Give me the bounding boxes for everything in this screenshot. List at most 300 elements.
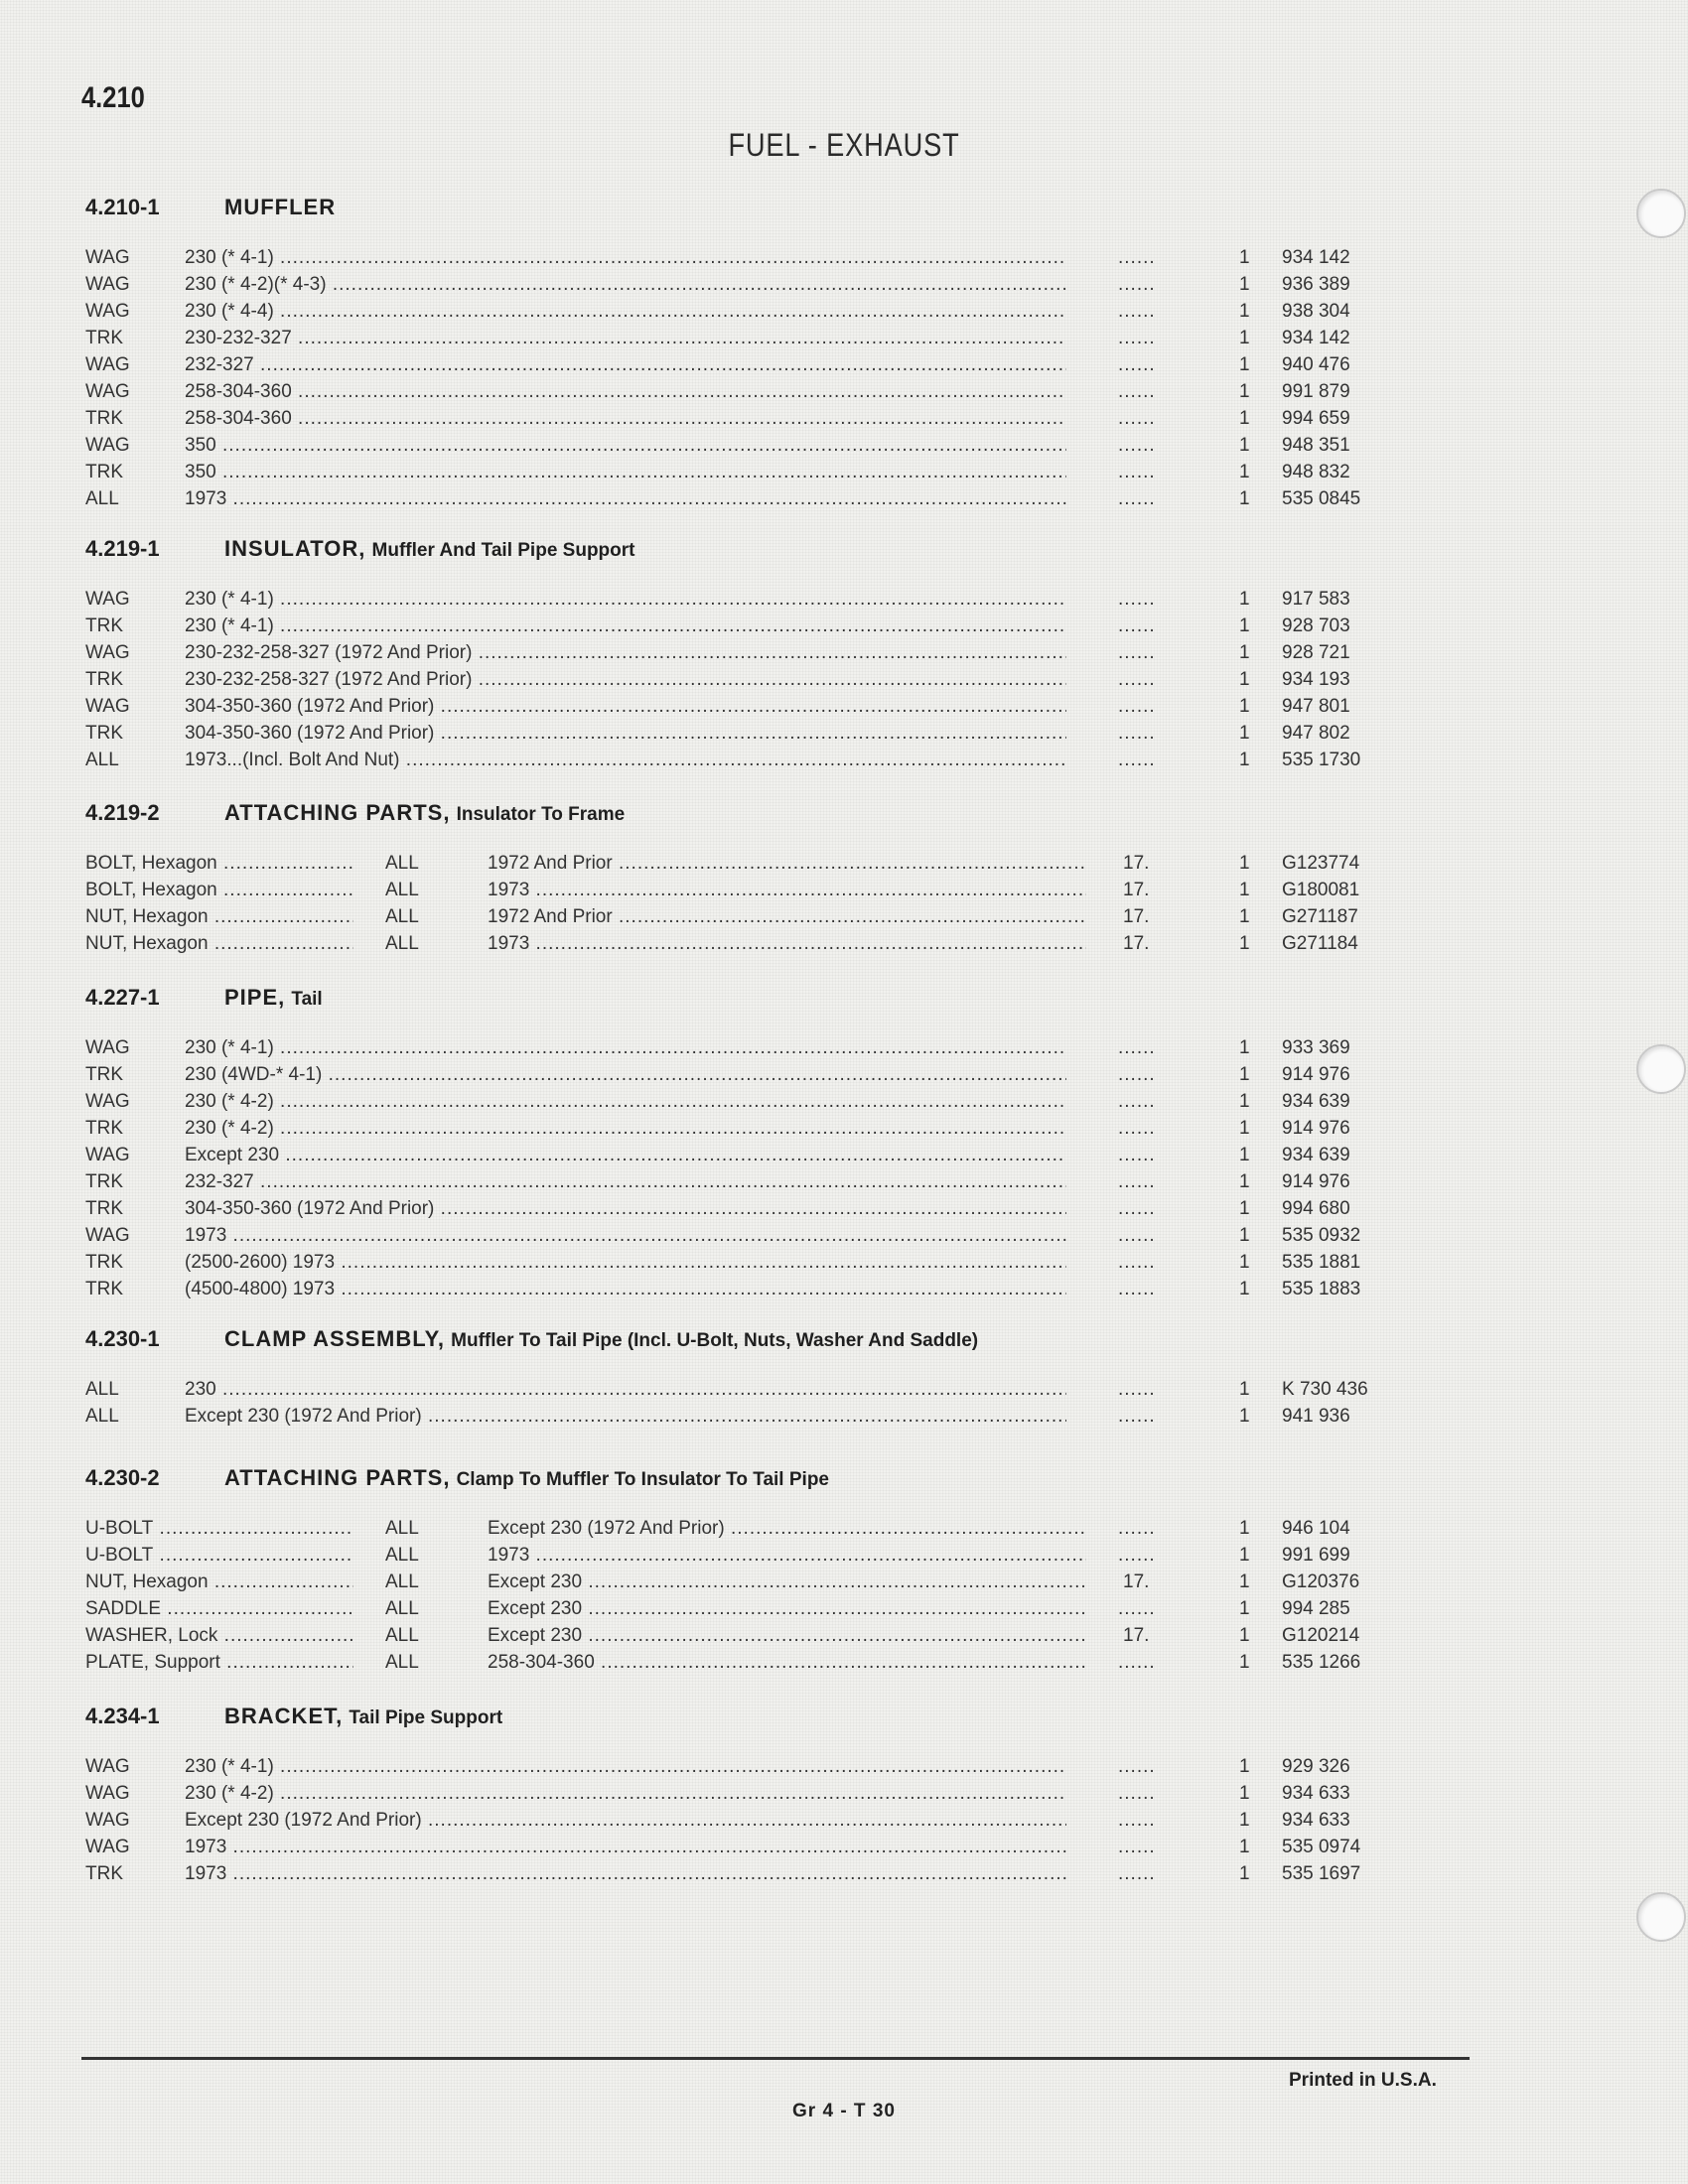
section-name: ATTACHING PARTS,	[224, 800, 451, 825]
application-desc: 230 (* 4-1) .....	[185, 1034, 1066, 1061]
application-desc: (4500-4800) 1973 .....	[185, 1276, 1066, 1302]
page-number: 4.210	[81, 81, 145, 114]
model-code: WAG	[85, 1837, 130, 1857]
application-desc: 230 (* 4-1) .....	[185, 586, 1066, 613]
quantity: 1	[1239, 1571, 1250, 1592]
reference-group: 17.	[1123, 853, 1150, 874]
model-code: WAG	[85, 354, 130, 375]
part-number: 948 832	[1282, 462, 1350, 482]
part-name: U-BOLT .....	[85, 1542, 353, 1569]
dot-filler: ......	[1118, 1198, 1156, 1219]
quantity: 1	[1239, 408, 1250, 429]
part-name: U-BOLT .....	[85, 1515, 353, 1542]
part-number: 994 680	[1282, 1198, 1350, 1219]
part-number: G271184	[1282, 933, 1358, 954]
part-number: 535 0845	[1282, 488, 1361, 509]
application-desc: 1973...(Incl. Bolt And Nut) .....	[185, 747, 1066, 773]
table-row	[85, 930, 1450, 957]
model-code: TRK	[85, 1064, 123, 1085]
table-row	[85, 1753, 1450, 1780]
part-number: 934 142	[1282, 247, 1350, 268]
quantity: 1	[1239, 723, 1250, 744]
section-number: 4.227-1	[85, 985, 160, 1010]
table-row	[85, 298, 1450, 325]
application-desc: 1973 .....	[488, 930, 1086, 957]
table-row	[85, 1034, 1450, 1061]
application-desc: 232-327 .....	[185, 1168, 1066, 1195]
quantity: 1	[1239, 1379, 1250, 1400]
part-name: NUT, Hexagon .....	[85, 903, 353, 930]
model-code: WAG	[85, 1037, 130, 1058]
part-number: 535 1883	[1282, 1279, 1361, 1299]
dot-filler: ......	[1118, 1037, 1156, 1058]
model-code: WAG	[85, 1810, 130, 1831]
application-desc: 230-232-258-327 (1972 And Prior) .....	[185, 666, 1066, 693]
reference-group: 17.	[1123, 933, 1150, 954]
section-description: Tail Pipe Support	[349, 1707, 503, 1728]
application-desc: 1972 And Prior .....	[488, 850, 1086, 877]
dot-filler: ......	[1118, 301, 1156, 322]
table-row	[85, 351, 1450, 378]
quantity: 1	[1239, 750, 1250, 770]
dot-filler: ......	[1118, 381, 1156, 402]
table-row	[85, 1403, 1450, 1430]
quantity: 1	[1239, 1756, 1250, 1777]
quantity: 1	[1239, 354, 1250, 375]
dot-filler: ......	[1118, 1518, 1156, 1539]
part-number: 933 369	[1282, 1037, 1350, 1058]
table-row	[85, 1142, 1450, 1168]
part-name: BOLT, Hexagon .....	[85, 850, 353, 877]
table-row	[85, 405, 1450, 432]
part-name: NUT, Hexagon .....	[85, 1569, 353, 1595]
section-s3	[85, 800, 1450, 957]
part-number: 994 659	[1282, 408, 1350, 429]
application-desc: 230 (* 4-1) .....	[185, 244, 1066, 271]
model-code: ALL	[385, 933, 419, 954]
quantity: 1	[1239, 1598, 1250, 1619]
dot-filler: ......	[1118, 1756, 1156, 1777]
application-desc: 230-232-258-327 (1972 And Prior) .....	[185, 639, 1066, 666]
part-number: 914 976	[1282, 1064, 1350, 1085]
quantity: 1	[1239, 1863, 1250, 1884]
table-row	[85, 747, 1450, 773]
quantity: 1	[1239, 1145, 1250, 1165]
section-name: INSULATOR,	[224, 536, 366, 561]
section-name: CLAMP ASSEMBLY,	[224, 1326, 446, 1351]
reference-group: 17.	[1123, 1625, 1150, 1646]
dot-filler: ......	[1118, 1171, 1156, 1192]
table-row	[85, 1569, 1450, 1595]
application-desc: 230 (* 4-1) .....	[185, 613, 1066, 639]
model-code: TRK	[85, 1171, 123, 1192]
model-code: ALL	[385, 880, 419, 900]
section-description: Muffler To Tail Pipe (Incl. U-Bolt, Nuts, Washer And Saddle)	[451, 1330, 979, 1351]
dot-filler: ......	[1118, 354, 1156, 375]
application-desc: 230 .....	[185, 1376, 1066, 1403]
application-desc: 304-350-360 (1972 And Prior) .....	[185, 1195, 1066, 1222]
table-row	[85, 720, 1450, 747]
part-name: PLATE, Support .....	[85, 1649, 353, 1676]
quantity: 1	[1239, 669, 1250, 690]
quantity: 1	[1239, 274, 1250, 295]
section-number: 4.219-2	[85, 800, 160, 825]
part-number: 941 936	[1282, 1406, 1350, 1427]
dot-filler: ......	[1118, 669, 1156, 690]
quantity: 1	[1239, 1783, 1250, 1804]
dot-filler: ......	[1118, 1545, 1156, 1566]
part-number: 535 0932	[1282, 1225, 1361, 1246]
section-heading	[85, 1465, 1450, 1491]
part-number: 535 0974	[1282, 1837, 1361, 1857]
quantity: 1	[1239, 642, 1250, 663]
part-number: 535 1266	[1282, 1652, 1361, 1673]
model-code: TRK	[85, 1118, 123, 1139]
table-row	[85, 1834, 1450, 1860]
application-desc: 258-304-360 .....	[185, 378, 1066, 405]
application-desc: (2500-2600) 1973 .....	[185, 1249, 1066, 1276]
table-row	[85, 613, 1450, 639]
table-row	[85, 1376, 1450, 1403]
part-number: G123774	[1282, 853, 1360, 874]
section-description: Insulator To Frame	[456, 804, 626, 825]
application-desc: Except 230 .....	[185, 1142, 1066, 1168]
quantity: 1	[1239, 1118, 1250, 1139]
quantity: 1	[1239, 880, 1250, 900]
table-row	[85, 271, 1450, 298]
section-s2	[85, 536, 1450, 773]
table-row	[85, 1649, 1450, 1676]
dot-filler: ......	[1118, 462, 1156, 482]
dot-filler: ......	[1118, 1279, 1156, 1299]
application-desc: 230 (* 4-2)(* 4-3) .....	[185, 271, 1066, 298]
part-number: 946 104	[1282, 1518, 1350, 1539]
model-code: WAG	[85, 1091, 130, 1112]
table-row	[85, 1515, 1450, 1542]
model-code: ALL	[385, 853, 419, 874]
punch-hole	[1636, 1044, 1686, 1094]
section-s5	[85, 1326, 1450, 1430]
part-number: G120214	[1282, 1625, 1360, 1646]
quantity: 1	[1239, 1037, 1250, 1058]
section-number: 4.210-1	[85, 195, 160, 219]
model-code: WAG	[85, 1756, 130, 1777]
table-row	[85, 459, 1450, 485]
table-row	[85, 1860, 1450, 1887]
model-code: TRK	[85, 1252, 123, 1273]
part-number: 947 802	[1282, 723, 1350, 744]
section-number: 4.219-1	[85, 536, 160, 561]
part-number: 938 304	[1282, 301, 1350, 322]
quantity: 1	[1239, 435, 1250, 456]
reference-group: 17.	[1123, 906, 1150, 927]
application-desc: Except 230 (1972 And Prior) .....	[488, 1515, 1086, 1542]
application-desc: 1973 .....	[185, 485, 1066, 512]
table-row	[85, 1542, 1450, 1569]
application-desc: 230 (* 4-2) .....	[185, 1088, 1066, 1115]
part-number: 934 633	[1282, 1783, 1350, 1804]
quantity: 1	[1239, 853, 1250, 874]
section-number: 4.230-1	[85, 1326, 160, 1351]
part-number: 928 703	[1282, 615, 1350, 636]
quantity: 1	[1239, 906, 1250, 927]
table-row	[85, 586, 1450, 613]
model-code: WAG	[85, 1145, 130, 1165]
model-code: WAG	[85, 301, 130, 322]
quantity: 1	[1239, 1064, 1250, 1085]
model-code: WAG	[85, 1783, 130, 1804]
part-number: 934 639	[1282, 1091, 1350, 1112]
dot-filler: ......	[1118, 1225, 1156, 1246]
dot-filler: ......	[1118, 328, 1156, 348]
dot-filler: ......	[1118, 1783, 1156, 1804]
dot-filler: ......	[1118, 247, 1156, 268]
application-desc: 230 (* 4-2) .....	[185, 1780, 1066, 1807]
application-desc: 1973 .....	[185, 1222, 1066, 1249]
model-code: TRK	[85, 1198, 123, 1219]
part-number: K 730 436	[1282, 1379, 1368, 1400]
quantity: 1	[1239, 589, 1250, 610]
part-number: 914 976	[1282, 1118, 1350, 1139]
table-row	[85, 325, 1450, 351]
part-number: G180081	[1282, 880, 1360, 900]
dot-filler: ......	[1118, 274, 1156, 295]
quantity: 1	[1239, 1545, 1250, 1566]
quantity: 1	[1239, 1810, 1250, 1831]
quantity: 1	[1239, 381, 1250, 402]
quantity: 1	[1239, 1091, 1250, 1112]
quantity: 1	[1239, 933, 1250, 954]
part-name: BOLT, Hexagon .....	[85, 877, 353, 903]
part-name: SADDLE .....	[85, 1595, 353, 1622]
model-code: TRK	[85, 615, 123, 636]
dot-filler: ......	[1118, 615, 1156, 636]
section-heading	[85, 536, 1450, 562]
dot-filler: ......	[1118, 408, 1156, 429]
model-code: ALL	[385, 1545, 419, 1566]
dot-filler: ......	[1118, 723, 1156, 744]
table-row	[85, 693, 1450, 720]
table-row	[85, 639, 1450, 666]
application-desc: 258-304-360 .....	[488, 1649, 1086, 1676]
part-name: WASHER, Lock .....	[85, 1622, 353, 1649]
part-number: 934 142	[1282, 328, 1350, 348]
dot-filler: ......	[1118, 1064, 1156, 1085]
application-desc: Except 230 .....	[488, 1595, 1086, 1622]
quantity: 1	[1239, 328, 1250, 348]
table-row	[85, 1115, 1450, 1142]
dot-filler: ......	[1118, 642, 1156, 663]
application-desc: 1972 And Prior .....	[488, 903, 1086, 930]
quantity: 1	[1239, 462, 1250, 482]
application-desc: 230-232-327 .....	[185, 325, 1066, 351]
application-desc: 1973 .....	[185, 1860, 1066, 1887]
table-row	[85, 1195, 1450, 1222]
table-row	[85, 1168, 1450, 1195]
model-code: WAG	[85, 247, 130, 268]
model-code: TRK	[85, 1279, 123, 1299]
application-desc: 232-327 .....	[185, 351, 1066, 378]
punch-hole	[1636, 189, 1686, 238]
quantity: 1	[1239, 1279, 1250, 1299]
model-code: TRK	[85, 328, 123, 348]
model-code: TRK	[85, 1863, 123, 1884]
table-row	[85, 1780, 1450, 1807]
model-code: ALL	[385, 1598, 419, 1619]
reference-group: 17.	[1123, 880, 1150, 900]
model-code: TRK	[85, 669, 123, 690]
section-s7	[85, 1704, 1450, 1887]
quantity: 1	[1239, 1625, 1250, 1646]
application-desc: Except 230 .....	[488, 1622, 1086, 1649]
application-desc: 350 .....	[185, 459, 1066, 485]
model-code: ALL	[385, 906, 419, 927]
dot-filler: ......	[1118, 1863, 1156, 1884]
model-code: WAG	[85, 381, 130, 402]
part-number: 991 699	[1282, 1545, 1350, 1566]
part-number: 991 879	[1282, 381, 1350, 402]
section-heading	[85, 985, 1450, 1011]
dot-filler: ......	[1118, 696, 1156, 717]
model-code: WAG	[85, 696, 130, 717]
model-code: WAG	[85, 589, 130, 610]
application-desc: 230 (* 4-2) .....	[185, 1115, 1066, 1142]
quantity: 1	[1239, 301, 1250, 322]
model-code: ALL	[85, 1406, 119, 1427]
section-name: BRACKET,	[224, 1704, 344, 1728]
section-number: 4.230-2	[85, 1465, 160, 1490]
table-row	[85, 903, 1450, 930]
dot-filler: ......	[1118, 750, 1156, 770]
quantity: 1	[1239, 1837, 1250, 1857]
model-code: ALL	[85, 750, 119, 770]
quantity: 1	[1239, 1225, 1250, 1246]
part-name: NUT, Hexagon .....	[85, 930, 353, 957]
section-s6	[85, 1465, 1450, 1676]
table-row	[85, 485, 1450, 512]
application-desc: 304-350-360 (1972 And Prior) .....	[185, 720, 1066, 747]
model-code: TRK	[85, 723, 123, 744]
section-name: ATTACHING PARTS,	[224, 1465, 451, 1490]
dot-filler: ......	[1118, 1379, 1156, 1400]
part-number: 914 976	[1282, 1171, 1350, 1192]
application-desc: 230 (4WD-* 4-1) .....	[185, 1061, 1066, 1088]
part-number: 535 1697	[1282, 1863, 1361, 1884]
section-heading	[85, 800, 1450, 826]
dot-filler: ......	[1118, 1652, 1156, 1673]
part-number: 934 633	[1282, 1810, 1350, 1831]
model-code: ALL	[385, 1625, 419, 1646]
application-desc: 350 .....	[185, 432, 1066, 459]
printed-in-usa: Printed in U.S.A.	[1289, 2070, 1437, 2091]
dot-filler: ......	[1118, 1091, 1156, 1112]
part-number: 535 1730	[1282, 750, 1361, 770]
application-desc: 1973 .....	[185, 1834, 1066, 1860]
footer-rule	[81, 2057, 1470, 2060]
quantity: 1	[1239, 247, 1250, 268]
model-code: TRK	[85, 408, 123, 429]
part-number: 940 476	[1282, 354, 1350, 375]
application-desc: 1973 .....	[488, 877, 1086, 903]
section-name: MUFFLER	[224, 195, 337, 219]
part-number: 917 583	[1282, 589, 1350, 610]
application-desc: 1973 .....	[488, 1542, 1086, 1569]
dot-filler: ......	[1118, 1145, 1156, 1165]
model-code: ALL	[385, 1652, 419, 1673]
quantity: 1	[1239, 1518, 1250, 1539]
model-code: WAG	[85, 274, 130, 295]
table-row	[85, 850, 1450, 877]
table-row	[85, 244, 1450, 271]
table-row	[85, 432, 1450, 459]
table-row	[85, 877, 1450, 903]
section-s1	[85, 195, 1450, 512]
dot-filler: ......	[1118, 1118, 1156, 1139]
application-desc: Except 230 (1972 And Prior) .....	[185, 1807, 1066, 1834]
model-code: WAG	[85, 435, 130, 456]
reference-group: 17.	[1123, 1571, 1150, 1592]
table-row	[85, 1222, 1450, 1249]
quantity: 1	[1239, 1652, 1250, 1673]
table-row	[85, 1276, 1450, 1302]
part-number: 936 389	[1282, 274, 1350, 295]
table-row	[85, 1088, 1450, 1115]
section-heading	[85, 1326, 1450, 1352]
part-number: G120376	[1282, 1571, 1360, 1592]
quantity: 1	[1239, 696, 1250, 717]
section-s4	[85, 985, 1450, 1302]
section-heading	[85, 195, 1450, 220]
section-description: Clamp To Muffler To Insulator To Tail Pipe	[456, 1469, 829, 1490]
quantity: 1	[1239, 1171, 1250, 1192]
part-number: 948 351	[1282, 435, 1350, 456]
dot-filler: ......	[1118, 1252, 1156, 1273]
dot-filler: ......	[1118, 1810, 1156, 1831]
page-code: Gr 4 - T 30	[792, 2101, 896, 2121]
dot-filler: ......	[1118, 488, 1156, 509]
dot-filler: ......	[1118, 589, 1156, 610]
model-code: WAG	[85, 1225, 130, 1246]
part-number: G271187	[1282, 906, 1358, 927]
table-row	[85, 1249, 1450, 1276]
dot-filler: ......	[1118, 435, 1156, 456]
model-code: TRK	[85, 462, 123, 482]
dot-filler: ......	[1118, 1406, 1156, 1427]
part-number: 928 721	[1282, 642, 1350, 663]
quantity: 1	[1239, 488, 1250, 509]
dot-filler: ......	[1118, 1837, 1156, 1857]
application-desc: Except 230 .....	[488, 1569, 1086, 1595]
section-description: Tail	[291, 989, 323, 1010]
page-title: FUEL - EXHAUST	[728, 127, 960, 163]
quantity: 1	[1239, 1252, 1250, 1273]
part-number: 934 193	[1282, 669, 1350, 690]
section-heading	[85, 1704, 1450, 1729]
model-code: ALL	[85, 488, 119, 509]
section-description: Muffler And Tail Pipe Support	[371, 540, 635, 561]
punch-hole	[1636, 1892, 1686, 1942]
part-number: 994 285	[1282, 1598, 1350, 1619]
application-desc: Except 230 (1972 And Prior) .....	[185, 1403, 1066, 1430]
table-row	[85, 1595, 1450, 1622]
application-desc: 230 (* 4-4) .....	[185, 298, 1066, 325]
quantity: 1	[1239, 615, 1250, 636]
application-desc: 230 (* 4-1) .....	[185, 1753, 1066, 1780]
part-number: 535 1881	[1282, 1252, 1361, 1273]
quantity: 1	[1239, 1406, 1250, 1427]
part-number: 929 326	[1282, 1756, 1350, 1777]
quantity: 1	[1239, 1198, 1250, 1219]
